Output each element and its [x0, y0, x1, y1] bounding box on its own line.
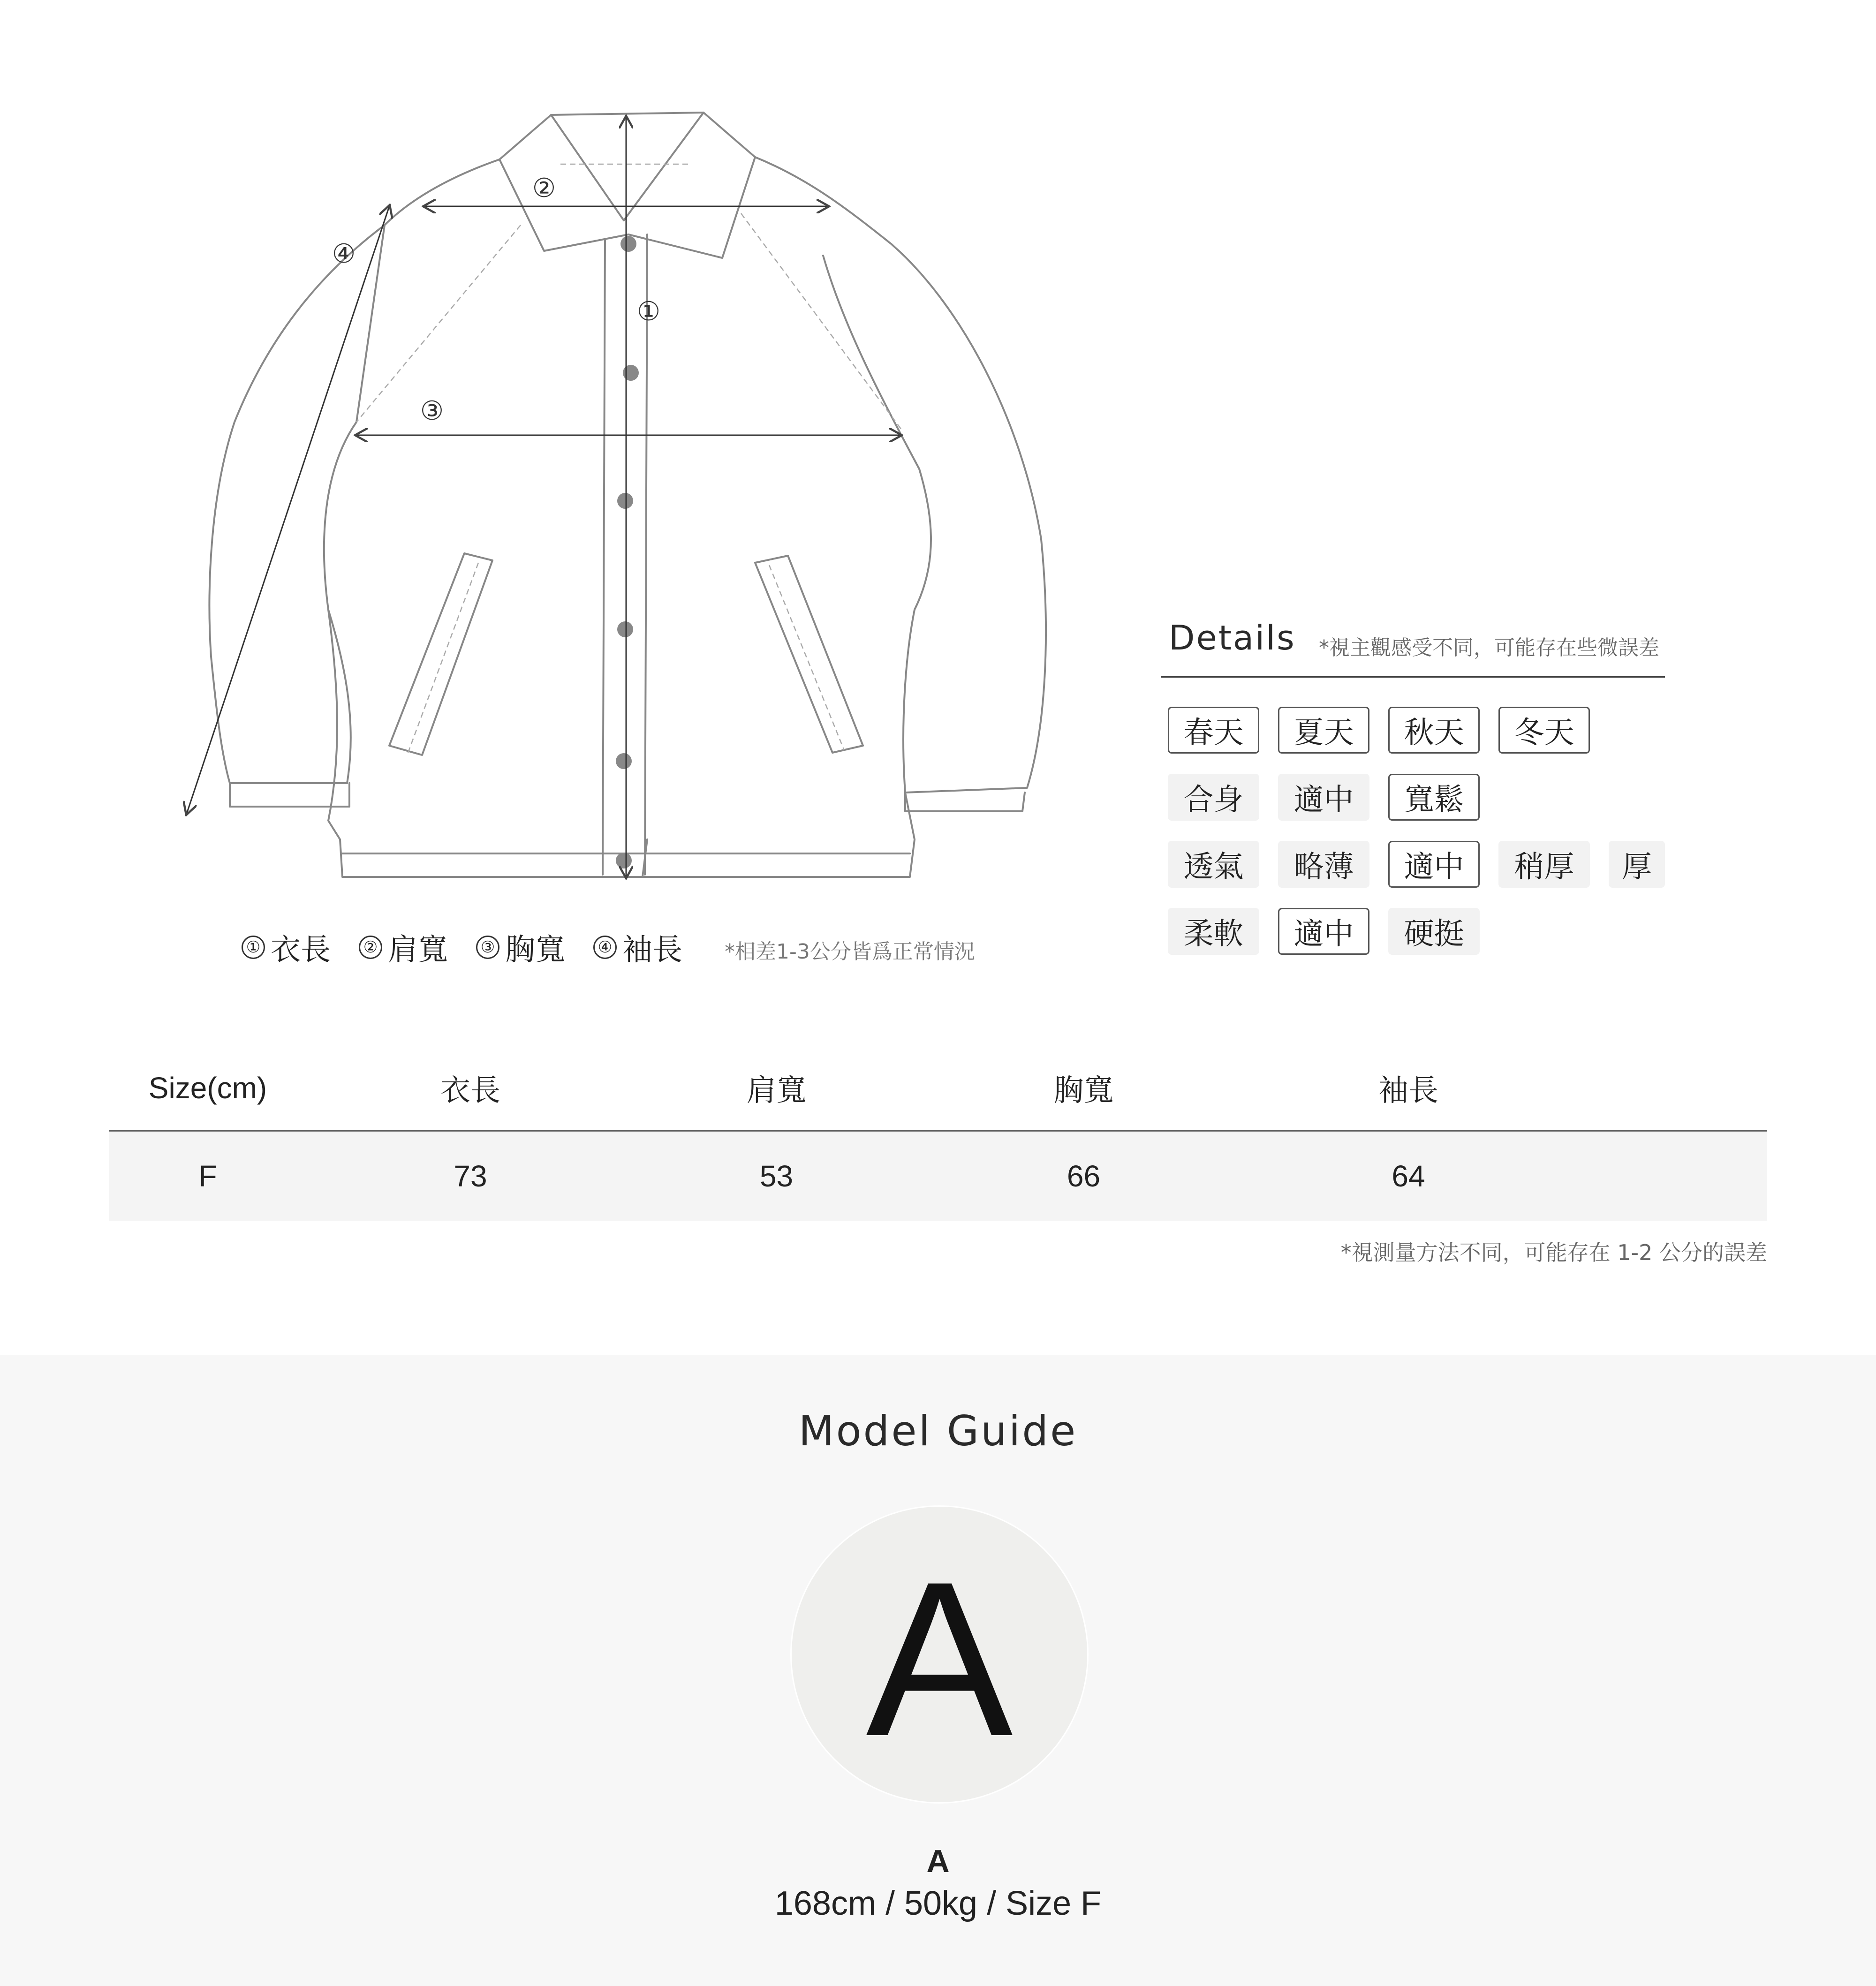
right-raglan-seam: [741, 213, 903, 431]
legend-item: [476, 926, 565, 969]
right-body-outline: [643, 157, 1046, 877]
header-length: 衣長: [440, 1073, 500, 1107]
tag-regular-fit: 適中: [1278, 774, 1369, 821]
left-pocket: [389, 553, 492, 755]
right-cuff: [905, 793, 1025, 811]
left-sleeve-outline: [210, 225, 385, 783]
table-row: [109, 1132, 1767, 1221]
avatar-letter: A: [866, 1536, 1013, 1782]
tag-soft: 柔軟: [1168, 908, 1259, 955]
avatar: [790, 1505, 1089, 1804]
button: [616, 753, 632, 769]
table-header-row: [109, 1046, 1767, 1132]
details-note: *視主觀感受不同，可能存在些微誤差: [1319, 636, 1659, 660]
tag-summer: 夏天: [1278, 707, 1369, 754]
measurement-legend: [242, 926, 975, 968]
left-pocket-stitch: [408, 563, 478, 753]
legend-note: *相差1-3公分皆爲正常情況: [725, 940, 975, 964]
cell-size: F: [198, 1159, 217, 1193]
header-chest: 胸寬: [1053, 1073, 1114, 1107]
button: [616, 853, 632, 868]
cell-sleeve: 64: [1392, 1159, 1425, 1193]
left-body-outline: [324, 159, 643, 877]
model-spec: 168cm / 50kg / Size F: [774, 1885, 1102, 1922]
tag-medium-texture: 適中: [1278, 908, 1369, 955]
placket-left: [603, 239, 605, 875]
tag-fitted: 合身: [1168, 774, 1259, 821]
button: [620, 236, 636, 252]
sleeve-arrow: [187, 206, 389, 814]
legend-label: 肩寬: [388, 933, 448, 967]
tag-stiff: 硬挺: [1388, 908, 1480, 955]
marker-4: ④: [332, 239, 356, 268]
jacket-measurement-diagram: [178, 94, 1069, 900]
tag-medium-thickness: 適中: [1388, 841, 1480, 888]
tag-slightly-thick: 稍厚: [1498, 841, 1590, 888]
right-sleeve-inner: [823, 256, 931, 793]
details-divider: [1161, 676, 1665, 678]
header-sleeve: 袖長: [1378, 1073, 1438, 1107]
legend-item: [359, 926, 448, 969]
legend-number: ③: [476, 936, 499, 959]
tag-thin: 略薄: [1278, 841, 1369, 888]
legend-number: ①: [242, 936, 265, 959]
button: [623, 365, 639, 381]
cell-length: 73: [454, 1159, 487, 1193]
tag-breathable: 透氣: [1168, 841, 1259, 888]
marker-3: ③: [420, 396, 444, 425]
legend-item: [242, 926, 331, 969]
tag-winter: 冬天: [1498, 707, 1590, 754]
size-table-note: *視測量方法不同，可能存在 1-2 公分的誤差: [1340, 1240, 1767, 1265]
marker-1: ①: [636, 296, 661, 326]
header-shoulder: 肩寬: [746, 1073, 807, 1107]
model-guide-title: Model Guide: [798, 1407, 1078, 1455]
model-guide-section: [0, 1355, 1876, 1986]
legend-label: 衣長: [271, 933, 331, 967]
button: [617, 621, 633, 637]
marker-2: ②: [532, 173, 556, 203]
legend-number: ④: [593, 936, 617, 959]
tag-loose: 寬鬆: [1388, 774, 1480, 821]
tag-autumn: 秋天: [1388, 707, 1480, 754]
cell-shoulder: 53: [759, 1159, 794, 1193]
collar-inner: [551, 113, 704, 220]
button: [617, 493, 633, 509]
right-pocket: [755, 556, 863, 753]
tag-thick: 厚: [1609, 841, 1665, 888]
legend-label: 袖長: [622, 933, 682, 967]
placket-right: [645, 234, 647, 875]
legend-number: ②: [359, 936, 382, 959]
tag-spring: 春天: [1168, 707, 1259, 754]
legend-item: [593, 926, 682, 969]
cell-chest: 66: [1067, 1159, 1101, 1193]
right-pocket-stitch: [769, 565, 844, 750]
model-name: A: [926, 1843, 950, 1879]
legend-label: 胸寬: [505, 933, 565, 967]
details-title: Details: [1169, 618, 1296, 657]
header-size: Size(cm): [148, 1071, 267, 1105]
size-table: [109, 1046, 1767, 1221]
